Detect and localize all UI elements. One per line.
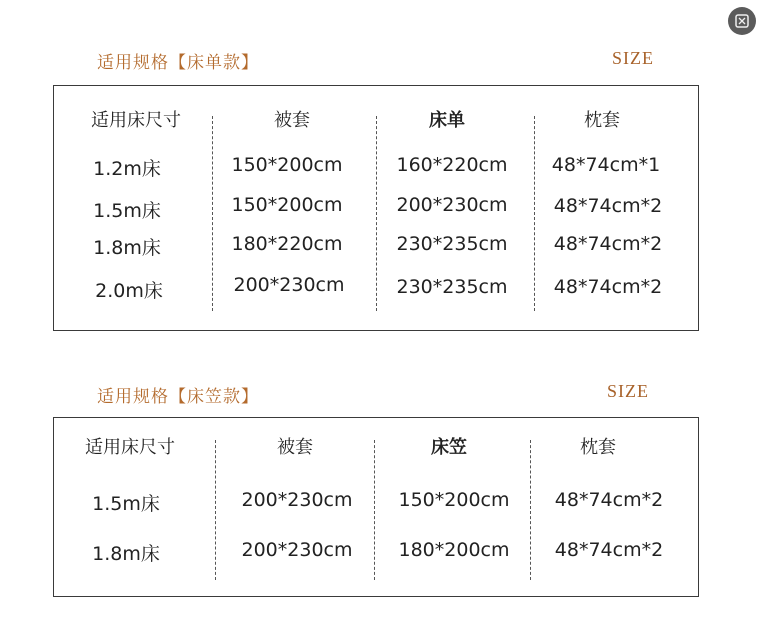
table-cell: 2.0m床 (95, 280, 163, 302)
column-divider (215, 440, 216, 580)
table-cell: 1.8m床 (92, 543, 160, 565)
zoom-button[interactable] (728, 7, 756, 35)
size-table-sheet (53, 85, 699, 331)
table-cell: 230*235cm (396, 276, 508, 298)
table-cell: 48*74cm*2 (553, 233, 663, 255)
table-cell: 200*230cm (396, 194, 508, 216)
table-cell: 48*74cm*1 (551, 154, 661, 176)
table-cell: 1.5m床 (93, 200, 161, 222)
header-pillowcase: 枕套 (580, 437, 616, 458)
header-bed-size: 适用床尺寸 (91, 110, 181, 131)
table-cell: 48*74cm*2 (553, 195, 663, 217)
table-cell: 150*200cm (231, 154, 343, 176)
size-table-fitted (53, 417, 699, 597)
column-divider (534, 116, 535, 311)
table-cell: 180*220cm (231, 233, 343, 255)
table-cell: 48*74cm*2 (554, 489, 664, 511)
size-label-sheet: SIZE (612, 48, 654, 68)
expand-icon (734, 13, 750, 29)
table-cell: 200*230cm (241, 489, 353, 511)
column-divider (212, 116, 213, 311)
header-duvet-cover: 被套 (277, 437, 313, 458)
column-divider (376, 116, 377, 311)
table-cell: 150*200cm (231, 194, 343, 216)
header-bed-sheet: 床单 (429, 110, 465, 131)
table-cell: 200*230cm (233, 274, 345, 296)
section-title-fitted: 适用规格【床笠款】 (97, 387, 259, 407)
table-cell: 200*230cm (241, 539, 353, 561)
table-cell: 180*200cm (398, 539, 510, 561)
column-divider (374, 440, 375, 580)
table-cell: 160*220cm (396, 154, 508, 176)
table-cell: 48*74cm*2 (553, 276, 663, 298)
header-pillowcase: 枕套 (584, 110, 620, 131)
table-cell: 1.2m床 (93, 158, 161, 180)
header-fitted-sheet: 床笠 (431, 437, 467, 458)
table-cell: 1.8m床 (93, 237, 161, 259)
table-cell: 1.5m床 (92, 493, 160, 515)
table-cell: 230*235cm (396, 233, 508, 255)
header-bed-size: 适用床尺寸 (85, 437, 175, 458)
table-cell: 48*74cm*2 (554, 539, 664, 561)
header-duvet-cover: 被套 (274, 110, 310, 131)
column-divider (530, 440, 531, 580)
size-label-fitted: SIZE (607, 381, 649, 401)
section-title-sheet: 适用规格【床单款】 (97, 53, 259, 73)
table-cell: 150*200cm (398, 489, 510, 511)
